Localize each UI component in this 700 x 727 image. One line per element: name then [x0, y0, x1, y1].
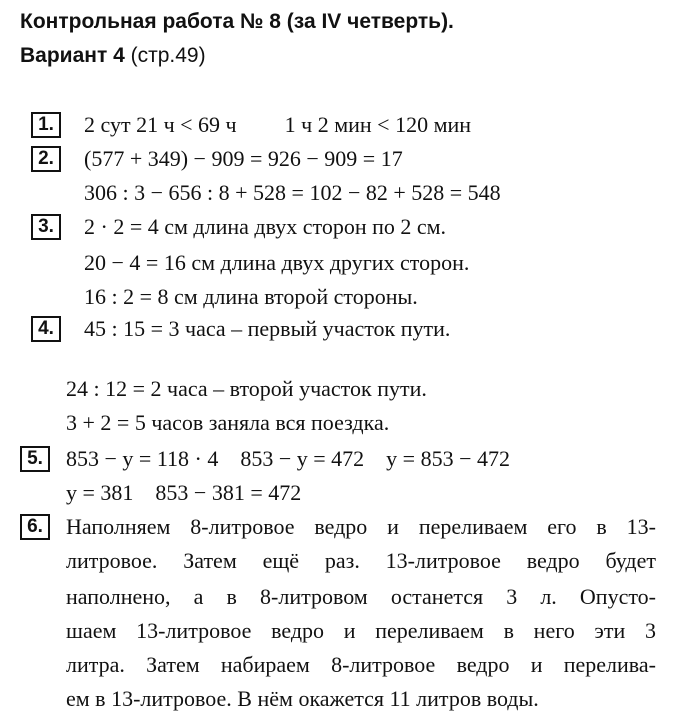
task-5-eq-1: 853 − y = 118 · 4: [66, 446, 219, 471]
task-6-line-1: Наполняем 8-литровое ведро и переливаем его в 13-: [66, 514, 656, 539]
task-1-part-2: 1 ч 2 мин < 120 мин: [284, 112, 472, 137]
task-number-3: 3.: [31, 214, 61, 240]
task-3-line-3: 16 : 2 = 8 см длина второй стороны.: [84, 284, 418, 309]
task-4-line-1: 45 : 15 = 3 часа – первый участок пути.: [84, 316, 451, 341]
task-4-line-3: 3 + 2 = 5 часов заняла вся поездка.: [66, 410, 390, 435]
task-number-6: 6.: [20, 514, 50, 540]
task-1-part-1: 2 сут 21 ч < 69 ч: [84, 112, 237, 137]
task-5-line-2: [66, 480, 301, 506]
task-6-line-2: литровое. Затем ещё раз. 13-литровое ведро будет: [66, 548, 656, 573]
page-reference: (стр.49): [130, 44, 206, 67]
task-5-eq-2: 853 − y = 472: [240, 446, 365, 471]
task-1-line: [84, 112, 471, 138]
task-2-line-2: 306 : 3 − 656 : 8 + 528 = 102 − 82 + 528 = 548: [84, 180, 501, 205]
task-6-line-5: литра. Затем набираем 8-литровое ведро и перелива-: [66, 652, 656, 677]
task-3-line-1: 2 · 2 = 4 см длина двух сторон по 2 см.: [84, 214, 447, 239]
task-6-line-4: шаем 13-литровое ведро и переливаем в него эти 3: [66, 618, 656, 643]
task-number-2: 2.: [31, 146, 61, 172]
variant-label: Вариант 4: [20, 44, 125, 67]
page-title: Контрольная работа № 8 (за IV четверть).: [20, 10, 454, 33]
task-3-line-2: 20 − 4 = 16 см длина двух других сторон.: [84, 250, 470, 275]
variant-heading: [20, 44, 206, 68]
task-number-5: 5.: [20, 446, 50, 472]
task-number-1: 1.: [31, 112, 61, 138]
task-6-line-3: наполнено, а в 8-литровом останется 3 л. Опусто-: [66, 584, 656, 609]
task-5-eq-3: y = 853 − 472: [386, 446, 510, 471]
task-6-line-6: ем в 13-литровое. В нём окажется 11 литров воды.: [66, 686, 539, 711]
task-4-line-2: 24 : 12 = 2 часа – второй участок пути.: [66, 376, 427, 401]
task-5-eq-4: y = 381: [66, 480, 134, 505]
task-5-line-1: [66, 446, 510, 472]
task-2-line-1: (577 + 349) − 909 = 926 − 909 = 17: [84, 146, 403, 171]
task-5-check: 853 − 381 = 472: [155, 480, 302, 505]
task-number-4: 4.: [31, 316, 61, 342]
